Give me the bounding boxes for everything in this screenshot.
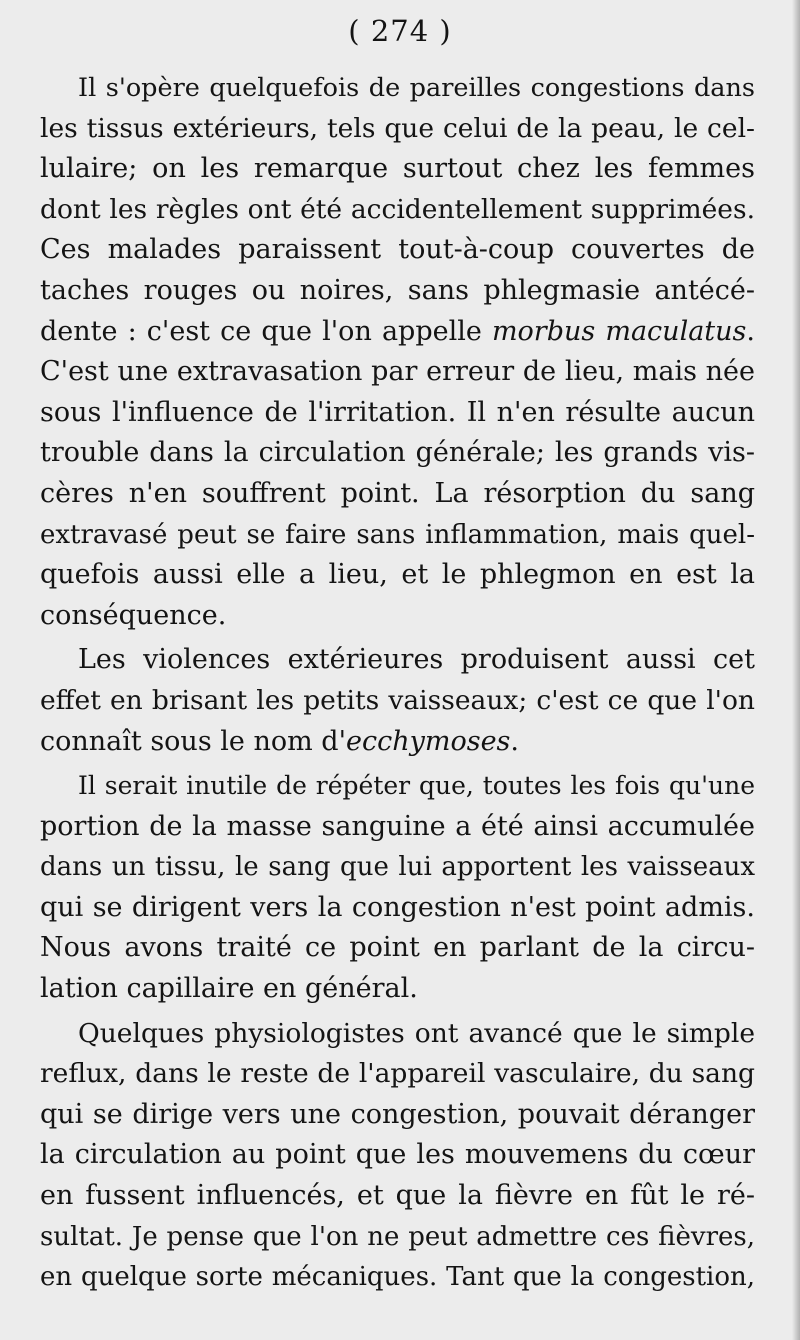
text-run: connaît sous le nom d' xyxy=(40,725,346,757)
text-line: effet en brisant les petits vaisseaux; c'est ce que l'on xyxy=(40,684,755,716)
text-run: . xyxy=(746,315,755,347)
text-line: Les violences extérieures produisent aussi cet xyxy=(78,644,755,676)
text-line: les tissus extérieurs, tels que celui de la peau, le cel- xyxy=(40,112,755,144)
text-line: qui se dirigent vers la congestion n'est point admis. xyxy=(40,891,755,923)
italic-term: morbus maculatus xyxy=(491,315,747,347)
text-line: Quelques physiologistes ont avancé que le simple xyxy=(78,1017,755,1049)
text-run: dente : c'est ce que l'on appelle xyxy=(40,315,492,347)
italic-term: ecchymoses xyxy=(346,725,511,757)
text-line: qui se dirige vers une congestion, pouvait déranger xyxy=(40,1098,755,1130)
body-text xyxy=(40,68,755,1298)
text-line: Il serait inutile de répéter que, toutes les fois qu'une xyxy=(78,771,755,801)
text-run: . xyxy=(510,725,520,757)
text-line: sous l'influence de l'irritation. Il n'en résulte aucun xyxy=(40,396,755,428)
text-line: en fussent influencés, et que la fièvre en fût le ré- xyxy=(40,1180,755,1212)
text-line: portion de la masse sanguine a été ainsi accumulée xyxy=(40,810,755,842)
text-line: C'est une extravasation par erreur de lieu, mais née xyxy=(40,356,755,388)
page-number: ( 274 ) xyxy=(348,14,452,48)
text-line: Ces malades paraissent tout-à-coup couvertes de xyxy=(40,234,755,266)
text-line: quefois aussi elle a lieu, et le phlegmon en est la xyxy=(40,559,755,591)
text-line: lation capillaire en général. xyxy=(40,973,418,1005)
text-line: taches rouges ou noires, sans phlegmasie antécé- xyxy=(40,274,755,306)
text-line-with-italic xyxy=(40,312,755,353)
text-line: en quelque sorte mécaniques. Tant que la congestion, xyxy=(40,1262,755,1293)
text-line: cères n'en souffrent point. La résorption du sang xyxy=(40,477,755,509)
text-line: la circulation au point que les mouvemens du cœur xyxy=(40,1139,755,1171)
text-line-with-italic xyxy=(40,722,755,763)
page-edge-shadow xyxy=(792,0,800,1340)
text-line: sultat. Je pense que l'on ne peut admettre ces fièvres, xyxy=(40,1221,755,1252)
text-line: lulaire; on les remarque surtout chez les femmes xyxy=(40,153,755,185)
text-line: conséquence. xyxy=(40,599,227,631)
text-line: reflux, dans le reste de l'appareil vasculaire, du sang xyxy=(40,1058,755,1090)
text-line: extravasé peut se faire sans inflammation, mais quel- xyxy=(40,519,755,550)
text-line: Il s'opère quelquefois de pareilles congestions dans xyxy=(78,73,755,103)
text-line: dans un tissu, le sang que lui apportent les vaisseaux xyxy=(40,852,755,883)
text-line: Nous avons traité ce point en parlant de la circu- xyxy=(40,932,755,964)
text-line: trouble dans la circulation générale; les grands vis- xyxy=(40,437,755,469)
text-line: dont les règles ont été accidentellement supprimées. xyxy=(40,193,755,225)
